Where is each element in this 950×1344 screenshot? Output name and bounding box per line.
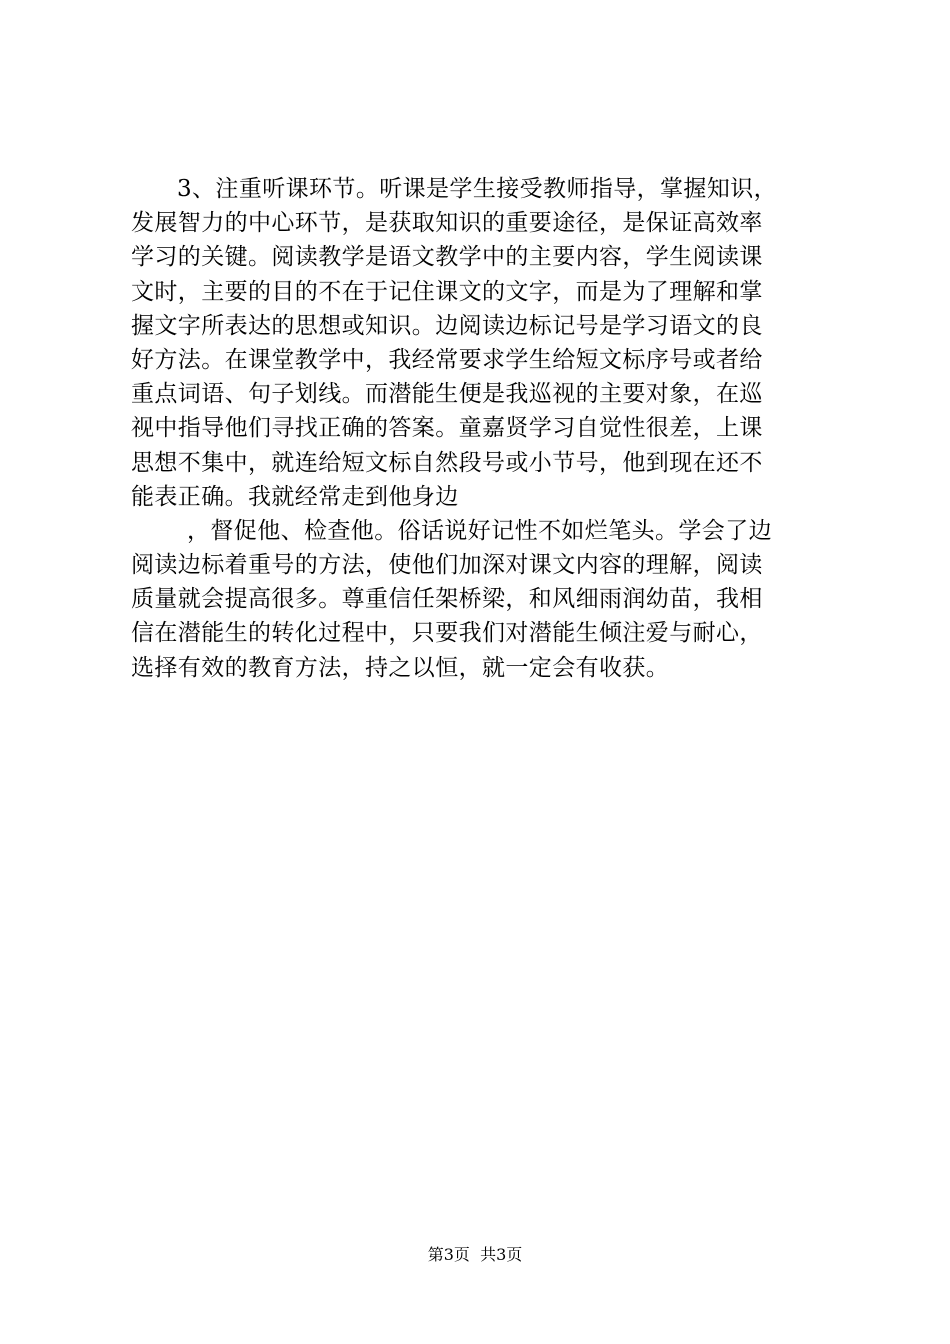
- document-body: [131, 172, 831, 685]
- paragraph-line: 质量就会提高很多。尊重信任架桥梁，和风细雨润幼苗，我相: [131, 586, 763, 613]
- paragraph-line: 视中指导他们寻找正确的答案。童嘉贤学习自觉性很差，上课: [131, 415, 763, 442]
- paragraph-line: 重点词语、句子划线。而潜能生便是我巡视的主要对象，在巡: [131, 381, 763, 408]
- paragraph-line: 阅读边标着重号的方法，使他们加深对课文内容的理解，阅读: [131, 552, 763, 579]
- paragraph-line: ，督促他、检查他。俗话说好记性不如烂笔头。学会了边: [187, 517, 772, 544]
- paragraph-line: 学习的关键。阅读教学是语文教学中的主要内容，学生阅读课: [131, 244, 763, 271]
- paragraph-line: 3、注重听课环节。听课是学生接受教师指导，掌握知识，: [177, 176, 778, 202]
- paragraph-line: 发展智力的中心环节，是获取知识的重要途径，是保证高效率: [131, 210, 763, 237]
- paragraph-line: 信在潜能生的转化过程中，只要我们对潜能生倾注爱与耐心，: [131, 620, 763, 647]
- paragraph-line: 好方法。在课堂教学中，我经常要求学生给短文标序号或者给: [131, 346, 763, 373]
- page-number-footer: 第3页 共3页: [427, 1245, 523, 1264]
- paragraph-line: 思想不集中，就连给短文标自然段号或小节号，他到现在还不: [131, 449, 763, 476]
- paragraph-line: 握文字所表达的思想或知识。边阅读边标记号是学习语文的良: [131, 312, 763, 339]
- paragraph-line: 选择有效的教育方法，持之以恒，就一定会有收获。: [131, 654, 670, 681]
- paragraph-line: 能表正确。我就经常走到他身边: [131, 483, 459, 510]
- paragraph-line: 文时，主要的目的不在于记住课文的文字，而是为了理解和掌: [131, 278, 763, 305]
